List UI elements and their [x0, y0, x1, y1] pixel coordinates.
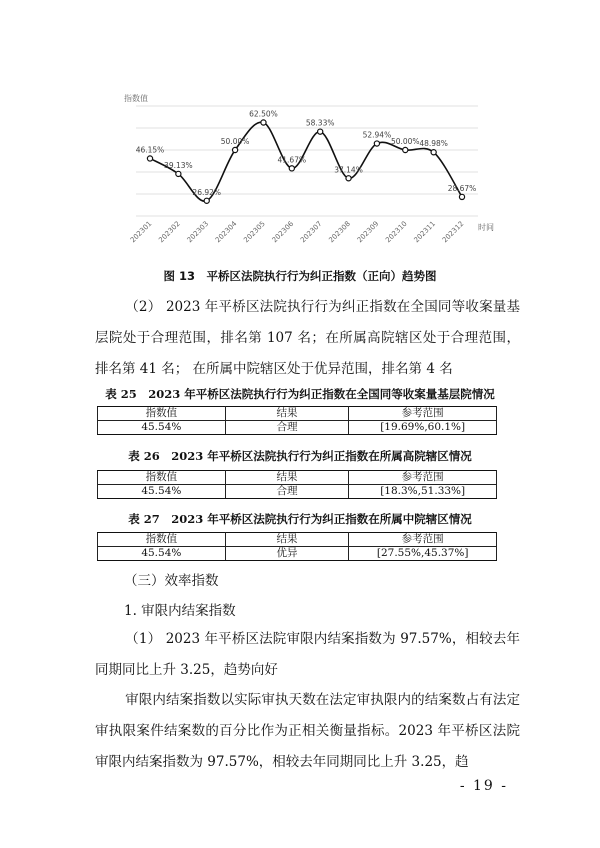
data-point — [289, 166, 294, 171]
paragraph-ranking — [95, 292, 520, 385]
paragraph-index-result — [95, 624, 520, 686]
table-27 — [97, 532, 497, 561]
table-cell-result: 合理 — [225, 485, 349, 499]
table-cell-range: [18.3%,51.33%] — [349, 485, 497, 499]
paragraph-definition-rest: 法定审执限案件结案数的百分比作为正相关衡量指标。2023 年平桥区法院审限内结案指数为 97.57%，相较去年同期同比上升 3.25，趋 — [95, 692, 521, 770]
paragraph-index-result-rest: 同期同比上升 3.25，趋势向好 — [95, 662, 278, 678]
data-label: 41.67% — [277, 155, 307, 165]
x-tick-label: 202312 — [440, 219, 466, 245]
table-header-cell: 参考范围 — [349, 471, 497, 485]
paragraph-definition-first: 审限内结案指数以实际审执天数在法定审执限内的结案数占有 — [125, 692, 493, 708]
data-point — [147, 156, 152, 161]
data-point — [374, 141, 379, 146]
data-label: 39.13% — [164, 160, 193, 170]
data-point — [261, 120, 266, 125]
table-cell-range: [27.55%,45.37%] — [349, 547, 497, 561]
x-tick-label: 202306 — [270, 219, 296, 245]
data-label: 52.94% — [362, 130, 392, 140]
x-tick-label: 202305 — [242, 219, 267, 245]
paragraph-ranking-rest: 基层院处于合理范围，排名第 107 名；在所属高院辖区处于合理范围，排名第 41 名； 在所属中院辖区处于优异范围，排名第 4 名 — [95, 299, 520, 377]
x-axis-label: 时间 — [478, 223, 494, 232]
data-point — [318, 129, 323, 134]
table-row — [98, 547, 497, 561]
table-header-cell: 参考范围 — [349, 407, 497, 421]
trend-chart-svg — [110, 88, 502, 268]
data-label: 48.98% — [419, 139, 448, 149]
table-header-cell: 结果 — [225, 471, 349, 485]
paragraph-definition — [95, 685, 520, 778]
data-label: 58.33% — [305, 118, 335, 128]
figure-caption: 图 13 平桥区法院执行行为纠正指数（正向）趋势图 — [163, 269, 437, 283]
data-label: 62.50% — [249, 109, 278, 119]
table-cell-range: [19.69%,60.1%] — [349, 421, 497, 435]
table-25 — [97, 406, 497, 435]
x-tick-label: 202302 — [157, 219, 182, 245]
table-header-cell: 指数值 — [98, 471, 226, 485]
table-cell-result: 合理 — [225, 421, 349, 435]
data-label: 50.00% — [220, 137, 250, 146]
data-point — [346, 176, 351, 181]
table-header-cell: 参考范围 — [349, 533, 497, 547]
table-26 — [97, 470, 497, 499]
x-tick-label: 202301 — [128, 219, 154, 245]
data-point — [232, 147, 237, 152]
x-tick-label: 202303 — [185, 219, 211, 245]
x-tick-label: 202309 — [355, 219, 381, 245]
data-label: 37.14% — [334, 165, 363, 175]
x-tick-label: 202308 — [327, 219, 352, 245]
table-row — [98, 485, 497, 499]
subsection-heading: 1. 审限内结案指数 — [124, 603, 236, 619]
data-label: 46.15% — [135, 145, 165, 155]
paragraph-ranking-first: （2） 2023 年平桥区法院执行行为纠正指数在全国同等收案量 — [125, 299, 507, 315]
data-point — [176, 171, 181, 176]
data-point — [204, 198, 209, 203]
x-tick-label: 202310 — [384, 219, 409, 245]
table-25-title: 表 25 2023 年平桥区法院执行行为纠正指数在全国同等收案量基层院情况 — [105, 387, 495, 401]
table-cell-index: 45.54% — [98, 547, 226, 561]
table-cell-index: 45.54% — [98, 421, 226, 435]
section-heading: （三）效率指数 — [124, 573, 219, 589]
paragraph-index-result-first: （1） 2023 年平桥区法院审限内结案指数为 97.57%，相较去年 — [125, 631, 520, 647]
table-header-cell: 指数值 — [98, 407, 226, 421]
data-point — [459, 194, 464, 199]
page-number: - 19 - — [459, 778, 508, 794]
data-label: 26.92% — [192, 187, 222, 197]
data-label: 28.67% — [447, 183, 477, 193]
table-cell-result: 优异 — [225, 547, 349, 561]
table-header-cell: 结果 — [225, 533, 349, 547]
table-header-cell: 结果 — [225, 407, 349, 421]
data-point — [403, 147, 408, 152]
table-row — [98, 421, 497, 435]
x-tick-label: 202311 — [412, 219, 438, 245]
table-27-title: 表 27 2023 年平桥区法院执行行为纠正指数在所属中院辖区情况 — [128, 512, 472, 526]
table-cell-index: 45.54% — [98, 485, 226, 499]
data-label: 50.00% — [390, 137, 420, 146]
table-header-cell: 指数值 — [98, 533, 226, 547]
y-axis-label: 指数值 — [124, 94, 148, 103]
tick-layer — [129, 219, 466, 244]
x-tick-label: 202307 — [299, 219, 324, 245]
trend-chart — [110, 88, 502, 268]
x-tick-label: 202304 — [213, 219, 239, 245]
table-26-title: 表 26 2023 年平桥区法院执行行为纠正指数在所属高院辖区情况 — [128, 449, 472, 463]
data-point — [431, 150, 436, 155]
